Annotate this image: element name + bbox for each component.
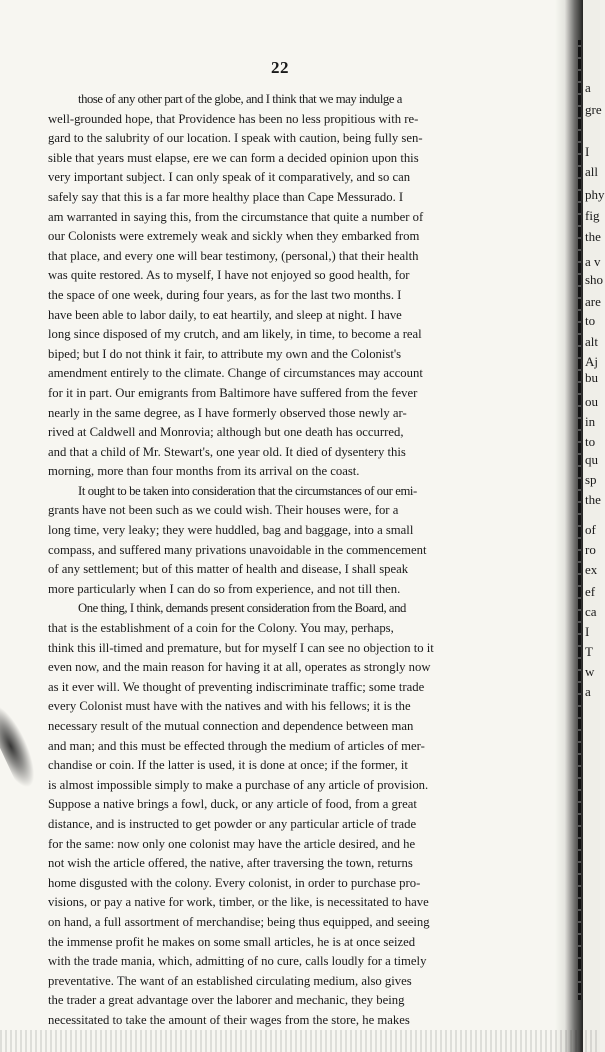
facing-page-fragment: ef [585, 584, 596, 599]
text-line: rived at Caldwell and Monrovia; although but one death has occurred, [48, 425, 404, 440]
text-line: that is the establishment of a coin for the Colony. You may, perhaps, [48, 621, 394, 636]
facing-page-fragment: the [585, 229, 601, 244]
text-line: well-grounded hope, that Providence has been no less propitious with re- [48, 111, 419, 126]
text-line: the trader a great advantage over the laborer and mechanic, they being [48, 993, 405, 1008]
text-line: more particularly when I can do so from experience, and not till then. [48, 581, 401, 596]
text-line: It ought to be taken into consideration that the circumstances of our emi- [78, 483, 417, 498]
facing-page-fragment: sho [585, 272, 604, 287]
text-line: compass, and suffered many privations unavoidable in the commencement [48, 542, 427, 557]
text-line: is almost impossible simply to make a purchase of any article of provision. [48, 777, 429, 792]
body-text [48, 90, 553, 1031]
text-line: home disgusted with the colony. Every colonist, in order to purchase pro- [48, 875, 421, 890]
facing-page-edge [583, 0, 605, 1052]
text-line: grants have not been such as we could wish. Their houses were, for a [48, 503, 399, 518]
facing-page-fragment: sp [585, 472, 597, 487]
facing-page-fragment: gre [585, 102, 602, 117]
text-line: Suppose a native brings a fowl, duck, or any article of food, from a great [48, 797, 417, 812]
page-number: 22 [271, 58, 289, 77]
facing-page-fragment: alt [585, 334, 598, 349]
facing-page-fragment: ex [585, 562, 598, 577]
text-line: sible that years must elapse, ere we can form a decided opinion upon this [48, 150, 419, 165]
text-line: chandise or coin. If the latter is used, it is done at once; if the former, it [48, 758, 408, 773]
facing-page-fragment: in [585, 414, 596, 429]
text-line: and that a child of Mr. Stewart's, one year old. It died of dysentery this [48, 444, 406, 459]
text-line: not wish the article offered, the native, after traversing the town, returns [48, 856, 413, 871]
text-line: biped; but I do not think it fair, to attribute my own and the Colonist's [48, 346, 402, 361]
text-line: safely say that this is a far more healthy place than Cape Messurado. I [48, 189, 404, 204]
facing-page-fragment: ro [585, 542, 596, 557]
facing-page-fragment: of [585, 522, 596, 537]
text-line: long since disposed of my crutch, and am likely, in time, to become a real [48, 327, 422, 342]
facing-page-fragment: Aj [585, 354, 598, 369]
scan-noise-strip [0, 1030, 600, 1052]
binding-edge [578, 40, 581, 1000]
facing-page-fragment: T [585, 644, 593, 659]
facing-page-fragment: to [585, 313, 596, 328]
text-line: of any settlement; but of this matter of health and disease, I shall speak [48, 562, 409, 577]
text-line: our Colonists were extremely weak and sickly when they embarked from [48, 229, 420, 244]
text-line: nearly in the same degree, as I have formerly observed those newly ar- [48, 405, 407, 420]
text-line: for the same: now only one colonist may have the article desired, and he [48, 836, 416, 851]
text-line: the space of one week, during four years, as for the last two months. I [48, 287, 402, 302]
paragraph-1 [48, 90, 553, 482]
text-line: those of any other part of the globe, and I think that we may indulge a [78, 92, 402, 106]
text-line: preventative. The want of an established circulating medium, also gives [48, 973, 412, 988]
facing-page-fragment: bu [585, 370, 598, 385]
facing-page-fragment: ca [585, 604, 597, 619]
text-line: amendment entirely to the climate. Change of circumstances may account [48, 366, 423, 381]
text-line: that place, and every one will bear testimony, (personal,) that their health [48, 248, 419, 263]
text-line: with the trade mania, which, admitting of no cure, calls loudly for a timely [48, 954, 427, 969]
text-line: morning, more than four months from its arrival on the coast. [48, 464, 360, 479]
facing-page-fragment: qu [585, 452, 598, 467]
text-line: gard to the salubrity of our location. I speak with caution, being fully sen- [48, 131, 423, 146]
text-line: necessary result of the mutual connection and dependence between man [48, 719, 414, 733]
paragraph-3 [48, 599, 553, 1030]
text-line: every Colonist must have with the natives and with his fellows; it is the [48, 699, 411, 714]
text-line: am warranted in saying this, from the circumstance that quite a number of [48, 209, 424, 224]
text-line: as it ever will. We thought of preventing indiscriminate traffic; some trade [48, 679, 425, 694]
text-line: was quite restored. As to myself, I have not enjoyed so good health, for [48, 268, 410, 283]
facing-page-fragment: a [585, 80, 591, 95]
text-line: have been able to labor daily, to eat heartily, and sleep at night. I have [48, 307, 402, 322]
facing-page-fragment: w [585, 664, 595, 679]
facing-page-fragment: all [585, 164, 598, 179]
text-line: for it in part. Our emigrants from Baltimore have suffered from the fever [48, 385, 418, 400]
text-line: One thing, I think, demands present consideration from the Board, and [78, 601, 406, 616]
facing-page-fragment: a [585, 684, 591, 699]
facing-page-fragment: are [585, 294, 601, 309]
facing-page-fragment: ou [585, 394, 598, 409]
facing-page-fragment: fig [585, 208, 600, 223]
paragraph-2 [48, 482, 553, 600]
facing-page-fragment: I [585, 624, 590, 639]
facing-page-fragment: to [585, 434, 596, 449]
facing-page-fragment: I [585, 144, 590, 159]
facing-page-fragment: a v [585, 254, 601, 269]
text-line: visions, or pay a native for work, timber, or the like, is necessitated to have [48, 895, 429, 910]
text-line: distance, and is instructed to get powder or any particular article of trade [48, 816, 417, 831]
text-line: think this ill-timed and premature, but for myself I can see no objection to it [48, 640, 434, 655]
text-line: on hand, a full assortment of merchandise; being thus equipped, and seeing [48, 914, 430, 929]
text-line: necessitated to take the amount of their wages from the store, he makes [48, 1012, 410, 1027]
facing-page-fragment: phy [585, 187, 605, 202]
text-line: even now, and the main reason for having it at all, operates as strongly now [48, 660, 431, 675]
text-line: the immense profit he makes on some small articles, he is at once seized [48, 934, 416, 949]
text-line: long time, very leaky; they were huddled, bag and baggage, into a small [48, 523, 414, 538]
ink-smudge [0, 699, 44, 792]
text-line: very important subject. I can only speak of it comparatively, and so can [48, 170, 411, 185]
facing-page-fragment: the [585, 492, 601, 507]
text-line: and man; and this must be effected through the medium of articles of mer- [48, 738, 425, 753]
